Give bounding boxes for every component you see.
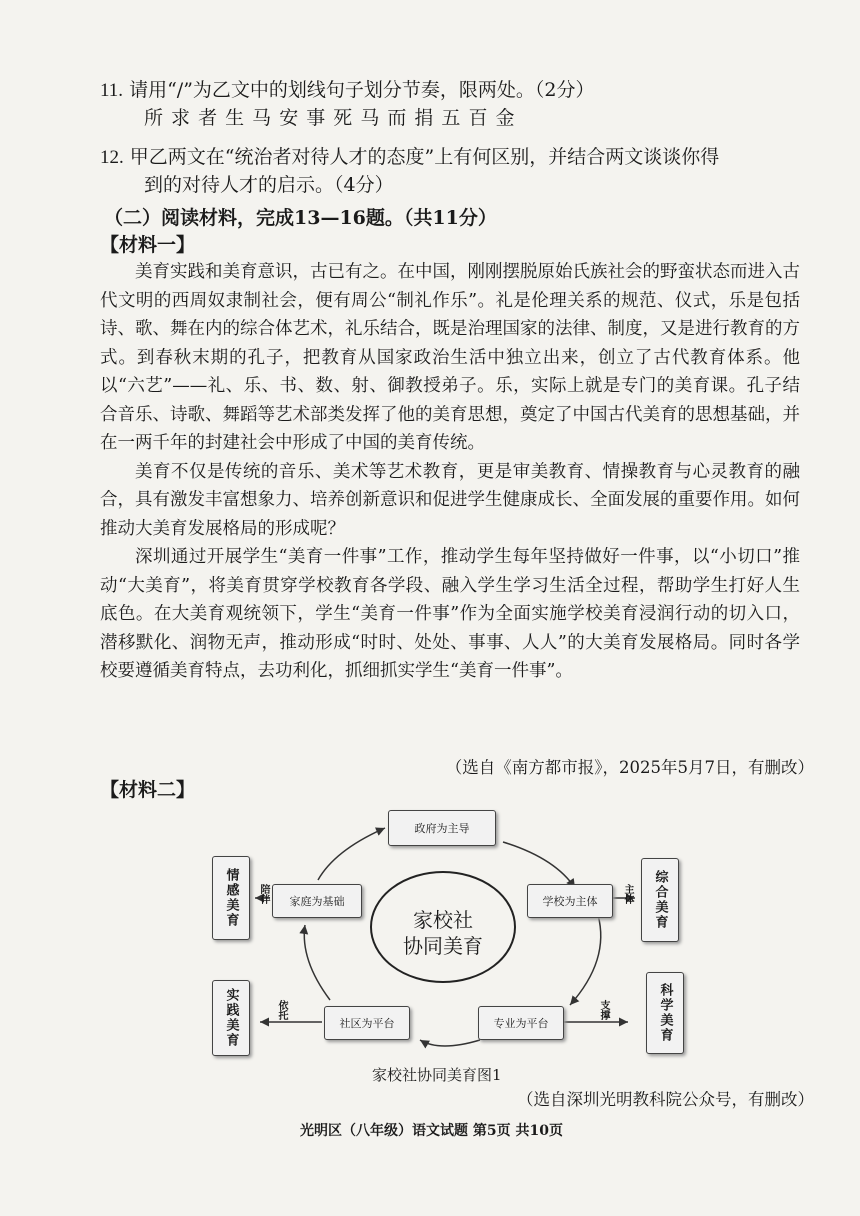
question-number: 12. — [100, 147, 124, 168]
edge-label-accompany: 陪伴 — [258, 884, 269, 904]
node-comprehensive-aesthetic: 综合美育 — [641, 858, 679, 942]
node-practice-aesthetic: 实践美育 — [212, 980, 250, 1056]
node-science-aesthetic: 科学美育 — [646, 972, 684, 1054]
edge-label-rely: 依托 — [276, 1000, 287, 1020]
node-emotion-aesthetic: 情感美育 — [212, 856, 250, 940]
diagram-center — [383, 907, 503, 959]
paragraph: 美育实践和美育意识，古已有之。在中国，刚刚摆脱原始氏族社会的野蛮状态而进入古代文明的西周奴隶制社会，便有周公“制礼作乐”。礼是伦理关系的规范、仪式，乐是包括诗、歌、舞在内的综合体艺术，礼乐结合，既是治理国家的法律、制度，又是进行教育的方式。到春秋末期的孔子，把教育从国家政治生活中独立出来，创立了古代教育体系。他以“六艺”——礼、乐、书、数、射、御教授弟子。乐，实际上就是专门的美育课。孔子结合音乐、诗歌、舞蹈等艺术部类发挥了他的美育思想，奠定了中国古代美育的思想基础，并在一两千年的封建社会中形成了中国的美育传统。 — [100, 262, 800, 453]
edge-label-subject: 主体 — [622, 884, 633, 904]
node-government: 政府为主导 — [388, 810, 496, 846]
question-12-line2: 到的对待人才的启示。（4分） — [144, 174, 394, 196]
node-family: 家庭为基础 — [272, 884, 362, 918]
edge-label-support: 支撑 — [598, 1000, 609, 1020]
center-line-2: 协同美育 — [403, 934, 483, 958]
paragraph: 深圳通过开展学生“美育一件事”工作，推动学生每年坚持做好一件事，以“小切口”推动“大美育”，将美育贯穿学校教育各学段、融入学生学习生活全过程，帮助学生打好人生底色。在大美育观统领下，学生“美育一件事”作为全面实施学校美育浸润行动的切入口，潜移默化、润物无声，推动形成“时时、处处、事事、人人”的大美育发展格局。同时各学校要遵循美育特点，去功利化，抓细抓实学生“美育一件事”。 — [100, 547, 800, 681]
section-heading: （二）阅读材料，完成13—16题。（共11分） — [104, 207, 497, 229]
question-11-sentence: 所 求 者 生 马 安 事 死 马 而 捐 五 百 金 — [144, 107, 516, 129]
material-2-source: （选自深圳光明教科院公众号，有删改） — [517, 1090, 814, 1109]
center-line-1: 家校社 — [413, 908, 473, 932]
node-professional: 专业为平台 — [478, 1006, 564, 1040]
question-number: 11. — [100, 80, 124, 101]
page-footer: 光明区（八年级）语文试题 第5页 共10页 — [300, 1123, 563, 1139]
node-community: 社区为平台 — [324, 1006, 410, 1040]
question-text: 甲乙两文在“统治者对待人才的态度”上有何区别，并结合两文谈谈你得 — [129, 146, 720, 168]
material-2-label: 【材料二】 — [100, 779, 196, 801]
diagram-caption: 家校社协同美育图1 — [372, 1066, 502, 1084]
material-1-source: （选自《南方都市报》，2025年5月7日，有删改） — [445, 758, 814, 777]
paragraph: 美育不仅是传统的音乐、美术等艺术教育，更是审美教育、情操教育与心灵教育的融合，具有激发丰富想象力、培养创新意识和促进学生健康成长、全面发展的重要作用。如何推动大美育发展格局的形成呢？ — [100, 461, 800, 539]
material-1-label: 【材料一】 — [100, 234, 196, 256]
node-school: 学校为主体 — [527, 884, 613, 918]
question-text: 请用“/”为乙文中的划线句子划分节奏，限两处。（2分） — [129, 79, 595, 101]
